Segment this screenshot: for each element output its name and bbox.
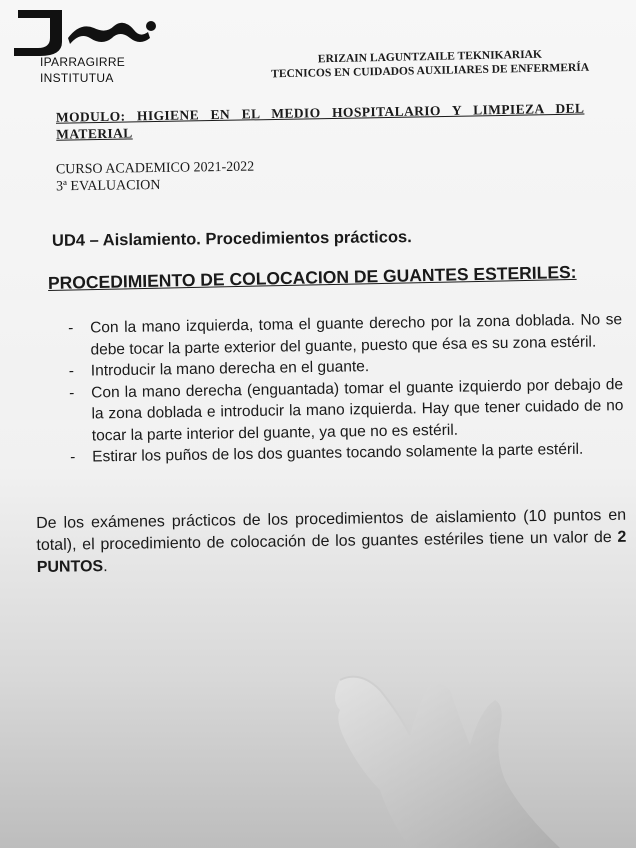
header-line-spanish: TECNICOS EN CUIDADOS AUXILIARES DE ENFERMERÍA bbox=[271, 61, 590, 81]
course-info bbox=[56, 159, 255, 196]
bullet-dash: - bbox=[68, 319, 74, 337]
step-text: Con la mano derecha (enguantada) tomar el guante izquierdo por debajo de la zona doblada e introducir la mano izquierda. Hay que tener cuidado de no tocar la parte interior del guante, ya que no es estéril. bbox=[91, 375, 624, 444]
module-title bbox=[56, 99, 605, 143]
closing-paragraph bbox=[36, 505, 627, 579]
module-title-line1: MODULO: HIGIENE EN EL MEDIO HOSPITALARIO Y LIMPIEZA DEL bbox=[55, 100, 585, 125]
course-year: CURSO ACADEMICO 2021-2022 bbox=[55, 159, 255, 178]
header-titles bbox=[240, 46, 621, 82]
bullet-dash: - bbox=[70, 448, 76, 466]
course-evaluation: 3ª EVALUACION bbox=[56, 177, 161, 195]
procedure-title: PROCEDIMIENTO DE COLOCACION DE GUANTES ESTERILES: bbox=[47, 261, 577, 293]
module-title-line2: MATERIAL bbox=[56, 125, 133, 142]
header-line-basque: ERIZAIN LAGUNTZAILE TEKNIKARIAK bbox=[317, 48, 543, 66]
institute-logo bbox=[10, 8, 160, 90]
logo-text-line1: IPARRAGIRRE bbox=[40, 55, 126, 69]
bullet-dash: - bbox=[68, 362, 75, 380]
step-text: Estirar los puños de los dos guantes tocando solamente la parte estéril. bbox=[92, 440, 584, 466]
glove-hand-illustration bbox=[300, 660, 600, 848]
list-item bbox=[57, 374, 624, 447]
points-value: 2 PUNTOS bbox=[36, 528, 627, 576]
bullet-dash: - bbox=[69, 384, 75, 402]
logo-text-line2: INSTITUTUA bbox=[40, 71, 114, 85]
unit-title: UD4 – Aislamiento. Procedimientos prácticos. bbox=[51, 228, 412, 250]
closing-end: . bbox=[103, 558, 108, 576]
step-text: Introducir la mano derecha en el guante. bbox=[90, 358, 370, 380]
logo-mark-icon bbox=[10, 8, 160, 58]
closing-text: De los exámenes prácticos de los procedimientos de aislamiento (10 puntos en total), el procedimiento de colocación de los guantes estériles tiene un valor de bbox=[36, 506, 627, 554]
steps-list bbox=[56, 309, 624, 468]
step-text: Con la mano izquierda, toma el guante derecho por la zona doblada. No se debe tocar la parte exterior del guante, puesto que ésa es su zona estéril. bbox=[90, 311, 623, 358]
